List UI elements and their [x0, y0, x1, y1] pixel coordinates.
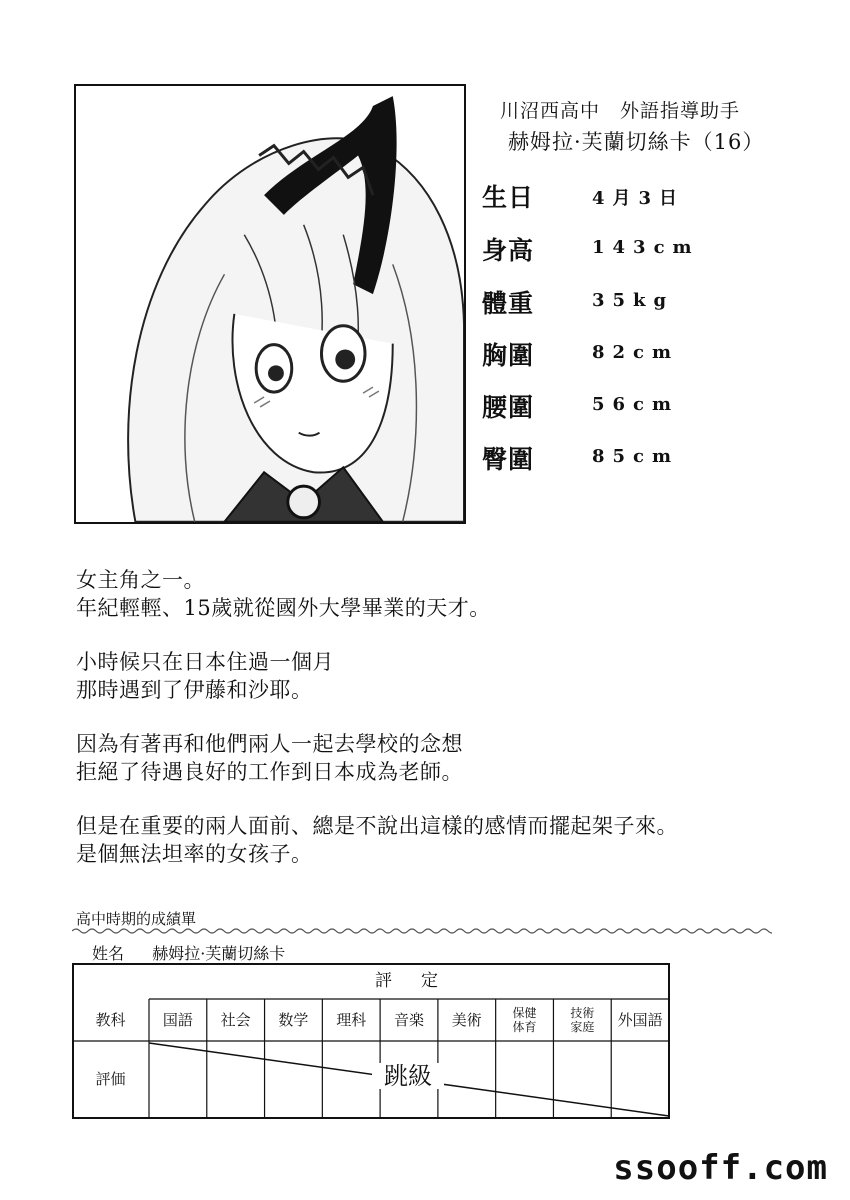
bio-line: 那時遇到了伊藤和沙耶。 — [76, 678, 313, 702]
report-card-title: 高中時期的成績單 — [76, 910, 197, 928]
bio-line: 小時候只在日本住過一個月 — [76, 650, 334, 674]
character-name: 赫姆拉·芙蘭切絲卡（16） — [508, 130, 765, 154]
subject-header: 数学 — [278, 1011, 309, 1029]
bio-line: 年紀輕輕、15歲就從國外大學畢業的天才。 — [76, 596, 491, 620]
stat-value: 56cm — [592, 394, 680, 415]
bio-line: 因為有著再和他們兩人一起去學校的念想 — [76, 732, 463, 756]
stat-value: 82cm — [592, 342, 680, 363]
bio-line: 是個無法坦率的女孩子。 — [76, 842, 313, 866]
stat-value: 35kg — [592, 290, 675, 311]
name-value: 赫姆拉·芙蘭切絲卡 — [152, 944, 286, 963]
grade-header: 評 定 — [375, 971, 444, 991]
grade-table — [72, 963, 670, 1119]
subject-header: 音楽 — [393, 1011, 424, 1029]
grade-label: 評価 — [95, 1070, 126, 1088]
stat-bust — [482, 336, 782, 376]
wavy-divider — [72, 926, 772, 936]
grade-value: 跳級 — [372, 1063, 444, 1089]
school-role: 川沼西高中 外語指導助手 — [500, 100, 741, 122]
stat-hip — [482, 440, 782, 480]
report-name-line — [92, 941, 285, 964]
stat-label: 臀圍 — [482, 445, 535, 474]
stat-label: 身高 — [482, 236, 535, 265]
stat-label: 生日 — [482, 183, 535, 212]
character-portrait — [74, 84, 466, 524]
stat-label: 胸圍 — [482, 341, 535, 370]
stat-label: 體重 — [482, 289, 535, 318]
subject-header: 社会 — [220, 1011, 251, 1029]
watermark: ssooff.com — [613, 1148, 828, 1188]
stat-birthday — [482, 178, 782, 218]
subject-header: 保健 体育 — [512, 1006, 537, 1034]
subject-label: 教科 — [95, 1011, 126, 1029]
stat-value: 4月3日 — [592, 188, 686, 209]
stat-value: 143cm — [592, 237, 700, 258]
stat-weight — [482, 284, 782, 324]
bio-line: 女主角之一。 — [76, 568, 205, 592]
subject-header: 理科 — [336, 1011, 367, 1029]
stat-height — [482, 231, 782, 271]
subject-header: 美術 — [451, 1011, 482, 1029]
subject-header: 技術 家庭 — [570, 1006, 595, 1034]
bio-line: 拒絕了待遇良好的工作到日本成為老師。 — [76, 760, 463, 784]
bio-line: 但是在重要的兩人面前、總是不說出這樣的感情而擺起架子來。 — [76, 814, 678, 838]
name-label: 姓名 — [92, 944, 125, 963]
stat-label: 腰圍 — [482, 393, 535, 422]
subject-header: 国語 — [162, 1011, 193, 1029]
portrait-illustration — [76, 86, 464, 522]
subject-header: 外国語 — [617, 1011, 663, 1029]
stat-value: 85cm — [592, 446, 680, 467]
character-bio — [76, 566, 678, 868]
stat-waist — [482, 388, 782, 428]
